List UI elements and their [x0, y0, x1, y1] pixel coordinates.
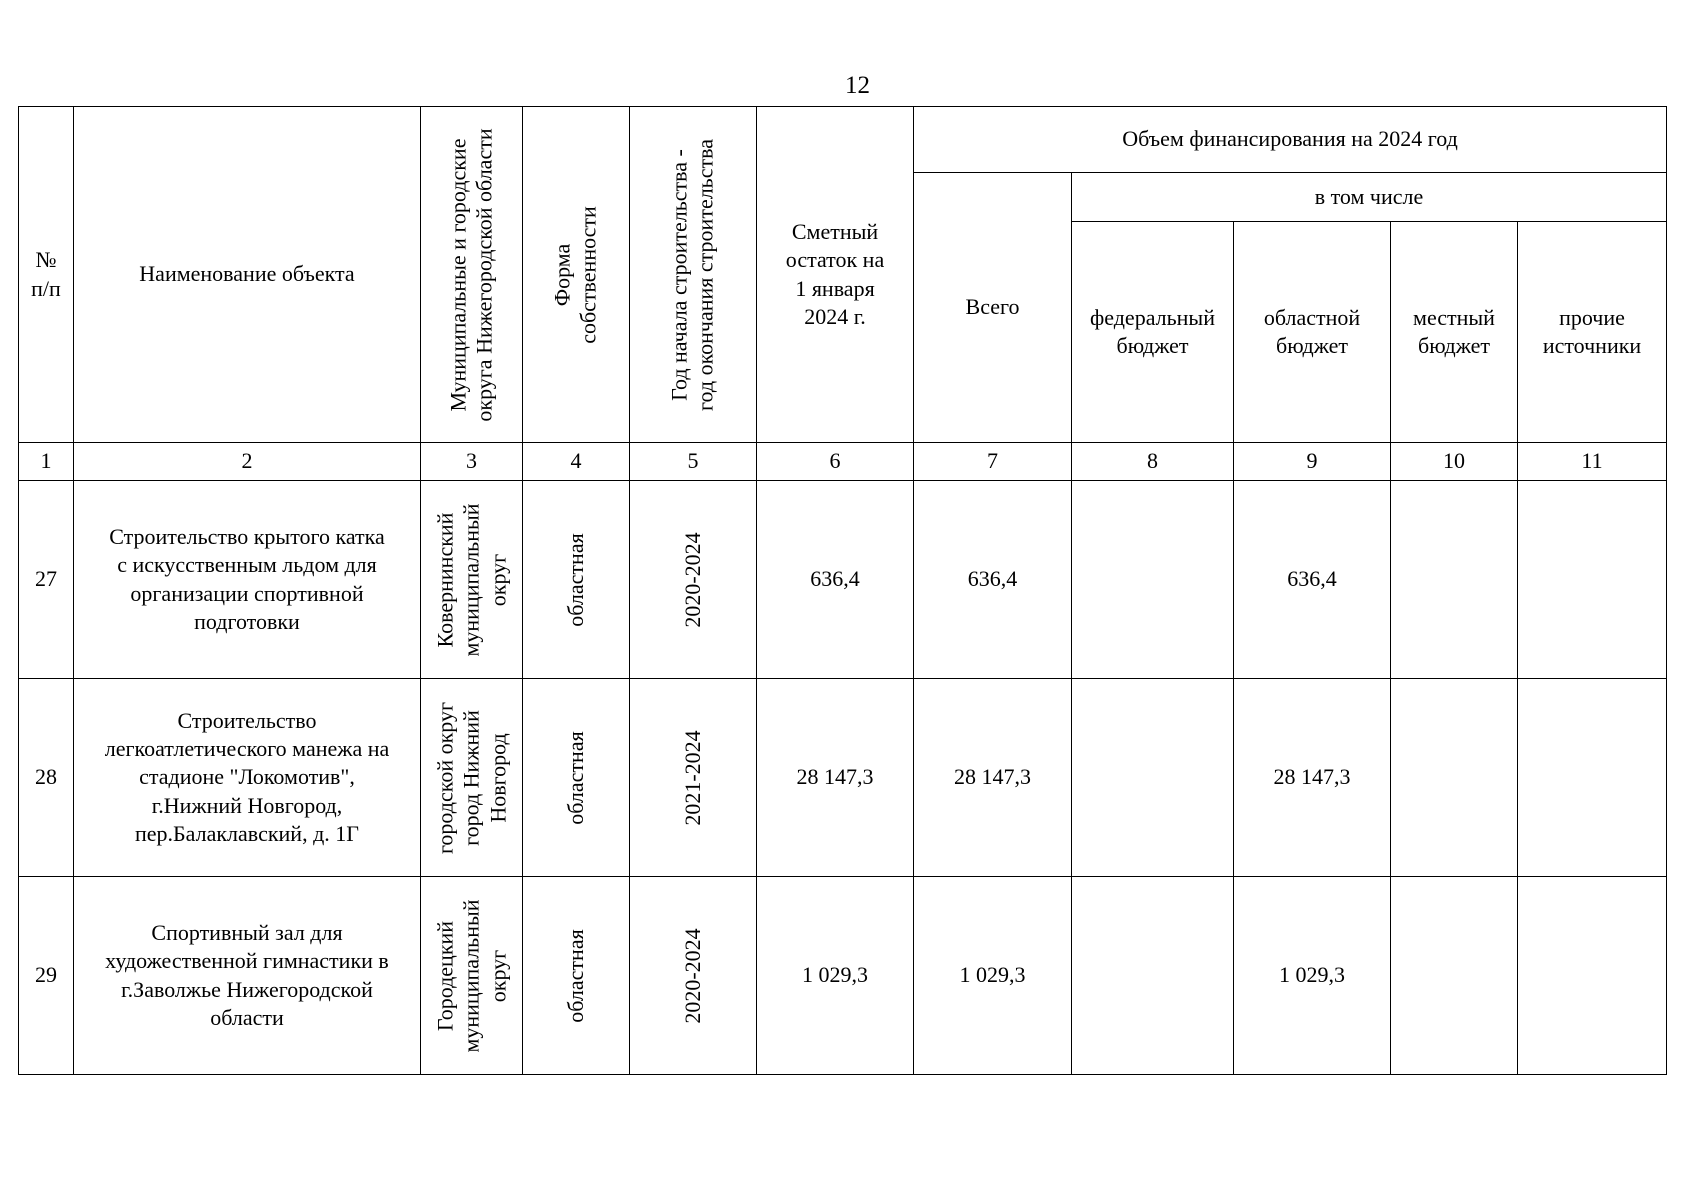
table-row: [19, 481, 1667, 679]
object-name-line: подготовки: [194, 608, 300, 634]
header-other: [1518, 222, 1667, 443]
ownership-text: областная: [562, 532, 588, 627]
estimate-value: 636,4: [757, 481, 914, 679]
municipality: [421, 877, 523, 1075]
header-federal-line: бюджет: [1116, 333, 1189, 358]
header-estimate: [757, 107, 914, 443]
federal-value: [1072, 877, 1234, 1075]
object-name-line: пер.Балаклавский, д. 1Г: [135, 820, 359, 846]
ownership-text: областная: [562, 730, 588, 825]
header-other-line: прочие: [1559, 304, 1625, 330]
municipality: [421, 679, 523, 877]
header-num-line: п/п: [31, 275, 61, 301]
column-number: 2: [74, 443, 421, 481]
header-municipality: [421, 107, 523, 443]
municipality-line: Городецкий: [431, 920, 457, 1031]
header-name: Наименование объекта: [74, 107, 421, 443]
row-num: 28: [19, 679, 74, 877]
municipality-line: муниципальный: [458, 898, 484, 1053]
column-number: 1: [19, 443, 74, 481]
object-name-line: г.Нижний Новгород,: [151, 792, 343, 818]
ownership: [523, 877, 630, 1075]
header-estimate-line: 2024 г.: [804, 303, 866, 329]
row-num: 29: [19, 877, 74, 1075]
header-financing: Объем финансирования на 2024 год: [914, 107, 1667, 173]
table-row: [19, 877, 1667, 1075]
header-ownership-line: Форма: [549, 243, 575, 306]
ownership-text: областная: [562, 928, 588, 1023]
column-number: 8: [1072, 443, 1234, 481]
regional-value: 28 147,3: [1234, 679, 1391, 877]
object-name: [74, 679, 421, 877]
header-other-line: источники: [1542, 333, 1642, 358]
years: [630, 679, 757, 877]
federal-value: [1072, 679, 1234, 877]
table-row: [19, 679, 1667, 877]
years: [630, 877, 757, 1075]
municipality-line: муниципальный: [458, 502, 484, 657]
other-value: [1518, 481, 1667, 679]
header-federal: [1072, 222, 1234, 443]
municipality-line: округ: [484, 949, 510, 1002]
federal-value: [1072, 481, 1234, 679]
header-local-line: местный: [1413, 304, 1495, 330]
header-regional-line: областной: [1263, 304, 1361, 330]
years: [630, 481, 757, 679]
estimate-value: 28 147,3: [757, 679, 914, 877]
header-num: [19, 107, 74, 443]
header-years-line: Год начала строительства -: [666, 148, 692, 401]
header-municipality-line: округа Нижегородской области: [471, 127, 497, 422]
header-local-line: бюджет: [1418, 333, 1490, 358]
object-name-line: Строительство: [177, 708, 317, 734]
header-local: [1391, 222, 1518, 443]
object-name-line: легкоатлетического манежа на: [104, 736, 390, 762]
header-years: [630, 107, 757, 443]
local-value: [1391, 679, 1518, 877]
column-number: 6: [757, 443, 914, 481]
years-text: 2021-2024: [679, 729, 705, 826]
total-value: 636,4: [914, 481, 1072, 679]
municipality-line: город Нижний: [458, 709, 484, 846]
regional-value: 1 029,3: [1234, 877, 1391, 1075]
header-estimate-line: 1 января: [795, 275, 875, 301]
total-value: 28 147,3: [914, 679, 1072, 877]
object-name: [74, 481, 421, 679]
page-number: 12: [845, 72, 870, 99]
object-name-line: области: [210, 1004, 284, 1030]
municipality-line: Новгород: [484, 732, 510, 823]
regional-value: 636,4: [1234, 481, 1391, 679]
municipality: [421, 481, 523, 679]
header-municipality-line: Муниципальные и городские: [445, 138, 471, 411]
object-name-line: организации спортивной: [130, 580, 364, 606]
local-value: [1391, 877, 1518, 1075]
ownership: [523, 679, 630, 877]
column-number: 4: [523, 443, 630, 481]
header-num-line: №: [35, 247, 57, 273]
column-number: 10: [1391, 443, 1518, 481]
header-years-line: год окончания строительства: [693, 138, 718, 411]
object-name: [74, 877, 421, 1075]
financing-table: [18, 106, 1667, 1075]
object-name-line: с искусственным льдом для: [117, 552, 377, 578]
estimate-value: 1 029,3: [757, 877, 914, 1075]
header-estimate-line: Сметный: [791, 219, 879, 245]
column-number: 9: [1234, 443, 1391, 481]
object-name-line: г.Заволжье Нижегородской: [121, 976, 373, 1002]
header-including: в том числе: [1072, 173, 1667, 222]
column-number: 5: [630, 443, 757, 481]
object-name-line: стадионе "Локомотив",: [139, 764, 355, 790]
years-text: 2020-2024: [679, 927, 705, 1024]
years-text: 2020-2024: [679, 531, 705, 628]
column-number: 7: [914, 443, 1072, 481]
header-regional-line: бюджет: [1276, 333, 1348, 358]
header-total: Всего: [914, 173, 1072, 443]
other-value: [1518, 679, 1667, 877]
column-number-row: [19, 443, 1667, 481]
municipality-line: Ковернинский: [431, 512, 457, 647]
other-value: [1518, 877, 1667, 1075]
object-name-line: Строительство крытого катка: [109, 524, 385, 550]
total-value: 1 029,3: [914, 877, 1072, 1075]
row-num: 27: [19, 481, 74, 679]
header-regional: [1234, 222, 1391, 443]
municipality-line: городской округ: [431, 701, 457, 854]
column-number: 11: [1518, 443, 1667, 481]
municipality-line: округ: [484, 553, 510, 606]
header-ownership: [523, 107, 630, 443]
object-name-line: художественной гимнастики в: [105, 948, 389, 974]
header-ownership-line: собственности: [576, 205, 601, 344]
header-federal-line: федеральный: [1090, 304, 1215, 330]
object-name-line: Спортивный зал для: [151, 920, 343, 946]
ownership: [523, 481, 630, 679]
header-estimate-line: остаток на: [785, 247, 885, 273]
column-number: 3: [421, 443, 523, 481]
local-value: [1391, 481, 1518, 679]
